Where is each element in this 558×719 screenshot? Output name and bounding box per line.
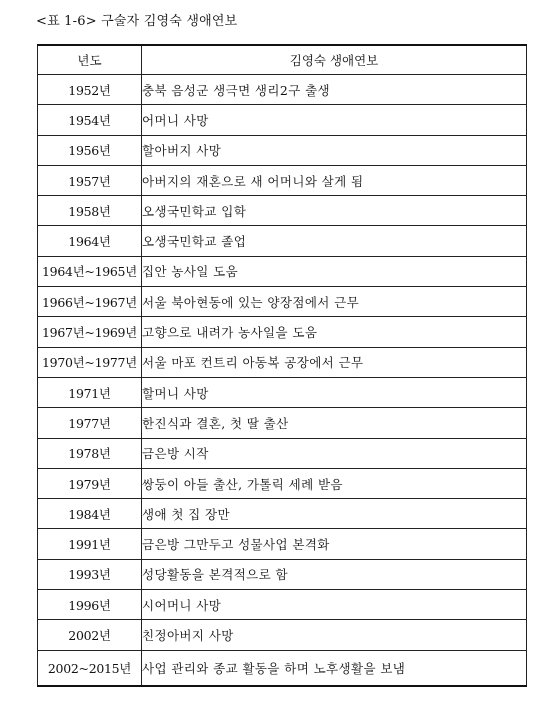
event-cell: 금은방 그만두고 성물사업 본격화 — [142, 529, 527, 559]
event-cell: 친정아버지 사망 — [142, 620, 527, 650]
table-header-row — [38, 45, 527, 75]
table-row — [38, 590, 527, 620]
chronology-table — [37, 44, 527, 687]
table-row — [38, 75, 527, 105]
event-cell: 한진식과 결혼, 첫 딸 출산 — [142, 408, 527, 438]
table-row — [38, 347, 527, 377]
year-cell: 1952년 — [38, 75, 142, 105]
event-cell: 아버지의 재혼으로 새 어머니와 살게 됨 — [142, 165, 527, 195]
year-cell: 1970년~1977년 — [38, 347, 142, 377]
event-cell: 사업 관리와 종교 활동을 하며 노후생활을 보냄 — [142, 650, 527, 686]
event-cell: 어머니 사망 — [142, 105, 527, 135]
table-row — [38, 226, 527, 256]
table-row — [38, 377, 527, 407]
event-cell: 서울 마포 컨트리 아동복 공장에서 근무 — [142, 347, 527, 377]
event-cell: 할머니 사망 — [142, 377, 527, 407]
year-cell: 2002~2015년 — [38, 650, 142, 686]
year-cell: 1967년~1969년 — [38, 317, 142, 347]
year-cell: 1971년 — [38, 377, 142, 407]
event-cell: 생애 첫 집 장만 — [142, 499, 527, 529]
event-cell: 성당활동을 본격적으로 함 — [142, 559, 527, 589]
table-row — [38, 165, 527, 195]
year-cell: 1958년 — [38, 196, 142, 226]
header-year: 년도 — [38, 45, 142, 75]
year-cell: 1954년 — [38, 105, 142, 135]
year-cell: 1978년 — [38, 438, 142, 468]
year-cell: 1957년 — [38, 165, 142, 195]
event-cell: 오생국민학교 입학 — [142, 196, 527, 226]
year-cell: 1964년~1965년 — [38, 256, 142, 286]
year-cell: 1964년 — [38, 226, 142, 256]
table-row — [38, 499, 527, 529]
table-row — [38, 105, 527, 135]
year-cell: 1966년~1967년 — [38, 287, 142, 317]
table-row — [38, 317, 527, 347]
year-cell: 1993년 — [38, 559, 142, 589]
year-cell: 1996년 — [38, 590, 142, 620]
table-row — [38, 650, 527, 686]
year-cell: 2002년 — [38, 620, 142, 650]
event-cell: 할아버지 사망 — [142, 135, 527, 165]
table-row — [38, 408, 527, 438]
table-caption: <표 1-6> 구술자 김영숙 생애연보 — [36, 14, 238, 29]
year-cell: 1984년 — [38, 499, 142, 529]
event-cell: 고향으로 내려가 농사일을 도움 — [142, 317, 527, 347]
table-row — [38, 529, 527, 559]
event-cell: 충북 음성군 생극면 생리2구 출생 — [142, 75, 527, 105]
table-row — [38, 287, 527, 317]
table-row — [38, 438, 527, 468]
year-cell: 1991년 — [38, 529, 142, 559]
table-row — [38, 135, 527, 165]
table-row — [38, 620, 527, 650]
table-row — [38, 256, 527, 286]
year-cell: 1979년 — [38, 468, 142, 498]
event-cell: 금은방 시작 — [142, 438, 527, 468]
header-life-chronology: 김영숙 생애연보 — [142, 45, 527, 75]
year-cell: 1956년 — [38, 135, 142, 165]
table-row — [38, 468, 527, 498]
event-cell: 오생국민학교 졸업 — [142, 226, 527, 256]
year-cell: 1977년 — [38, 408, 142, 438]
table-row — [38, 559, 527, 589]
event-cell: 집안 농사일 도움 — [142, 256, 527, 286]
event-cell: 시어머니 사망 — [142, 590, 527, 620]
event-cell: 쌍둥이 아들 출산, 가톨릭 세례 받음 — [142, 468, 527, 498]
table-row — [38, 196, 527, 226]
event-cell: 서울 북아현동에 있는 양장점에서 근무 — [142, 287, 527, 317]
